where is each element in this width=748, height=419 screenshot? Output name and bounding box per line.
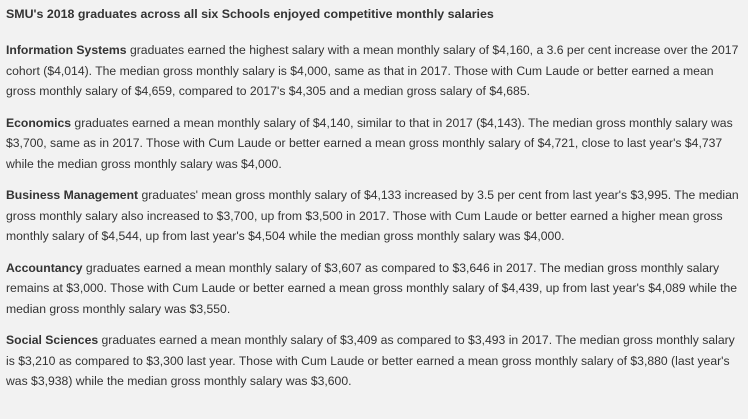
paragraph-lead-information-systems: Information Systems	[6, 43, 127, 57]
paragraph-text-information-systems: graduates earned the highest salary with a mean monthly salary of $4,160, a 3.6 per cent increase over the 2017 cohort ($4,014). The median gross monthly salary is $4,000, same as that in 2017. Those with Cum Laude or better earned a mean gross monthly salary of $4,659, compared to 2017's $4,305 and a median gross salary of $4,685.	[6, 43, 739, 98]
paragraph-lead-business-management: Business Management	[6, 188, 139, 202]
paragraph-lead-social-sciences: Social Sciences	[6, 333, 99, 347]
paragraph-text-business-management: graduates' mean gross monthly salary of $4,133 increased by 3.5 per cent from last year's $3,995. The median gross monthly salary also increased to $3,700, up from $3,500 in 2017. Those with Cum Laude or better earned a higher mean gross monthly salary of $4,544, up from last year's $4,504 while the median gross monthly salary was $4,000.	[6, 188, 739, 243]
paragraph-accountancy	[6, 258, 742, 320]
article-title: SMU's 2018 graduates across all six Schools enjoyed competitive monthly salaries	[6, 7, 494, 21]
paragraph-lead-accountancy: Accountancy	[6, 260, 83, 275]
paragraph-information-systems	[6, 40, 742, 102]
paragraph-social-sciences	[6, 330, 742, 392]
paragraph-economics	[6, 113, 742, 175]
paragraph-business-management	[6, 185, 742, 247]
paragraph-text-accountancy: graduates earned a mean monthly salary of $3,607 as compared to $3,646 in 2017. The median gross monthly salary remains at $3,000. Those with Cum Laude or better earned a mean gross monthly salary of $4,439, up from last year's $4,089 while the median gross monthly salary was $3,550.	[6, 260, 738, 316]
paragraph-text-economics: graduates earned a mean monthly salary of $4,140, similar to that in 2017 ($4,143). The median gross monthly salary was $3,700, same as in 2017. Those with Cum Laude or better earned a mean gross monthly salary of $4,721, close to last year's $4,737 while the median gross monthly salary was $4,000.	[6, 115, 733, 171]
paragraph-text-social-sciences: graduates earned a mean monthly salary of $3,409 as compared to $3,493 in 2017. The median gross monthly salary is $3,210 as compared to $3,300 last year. Those with Cum Laude or better earned a mean gross monthly salary of $3,880 (last year's was $3,938) while the median gross monthly salary was $3,600.	[6, 333, 735, 388]
paragraph-lead-economics: Economics	[6, 115, 72, 130]
